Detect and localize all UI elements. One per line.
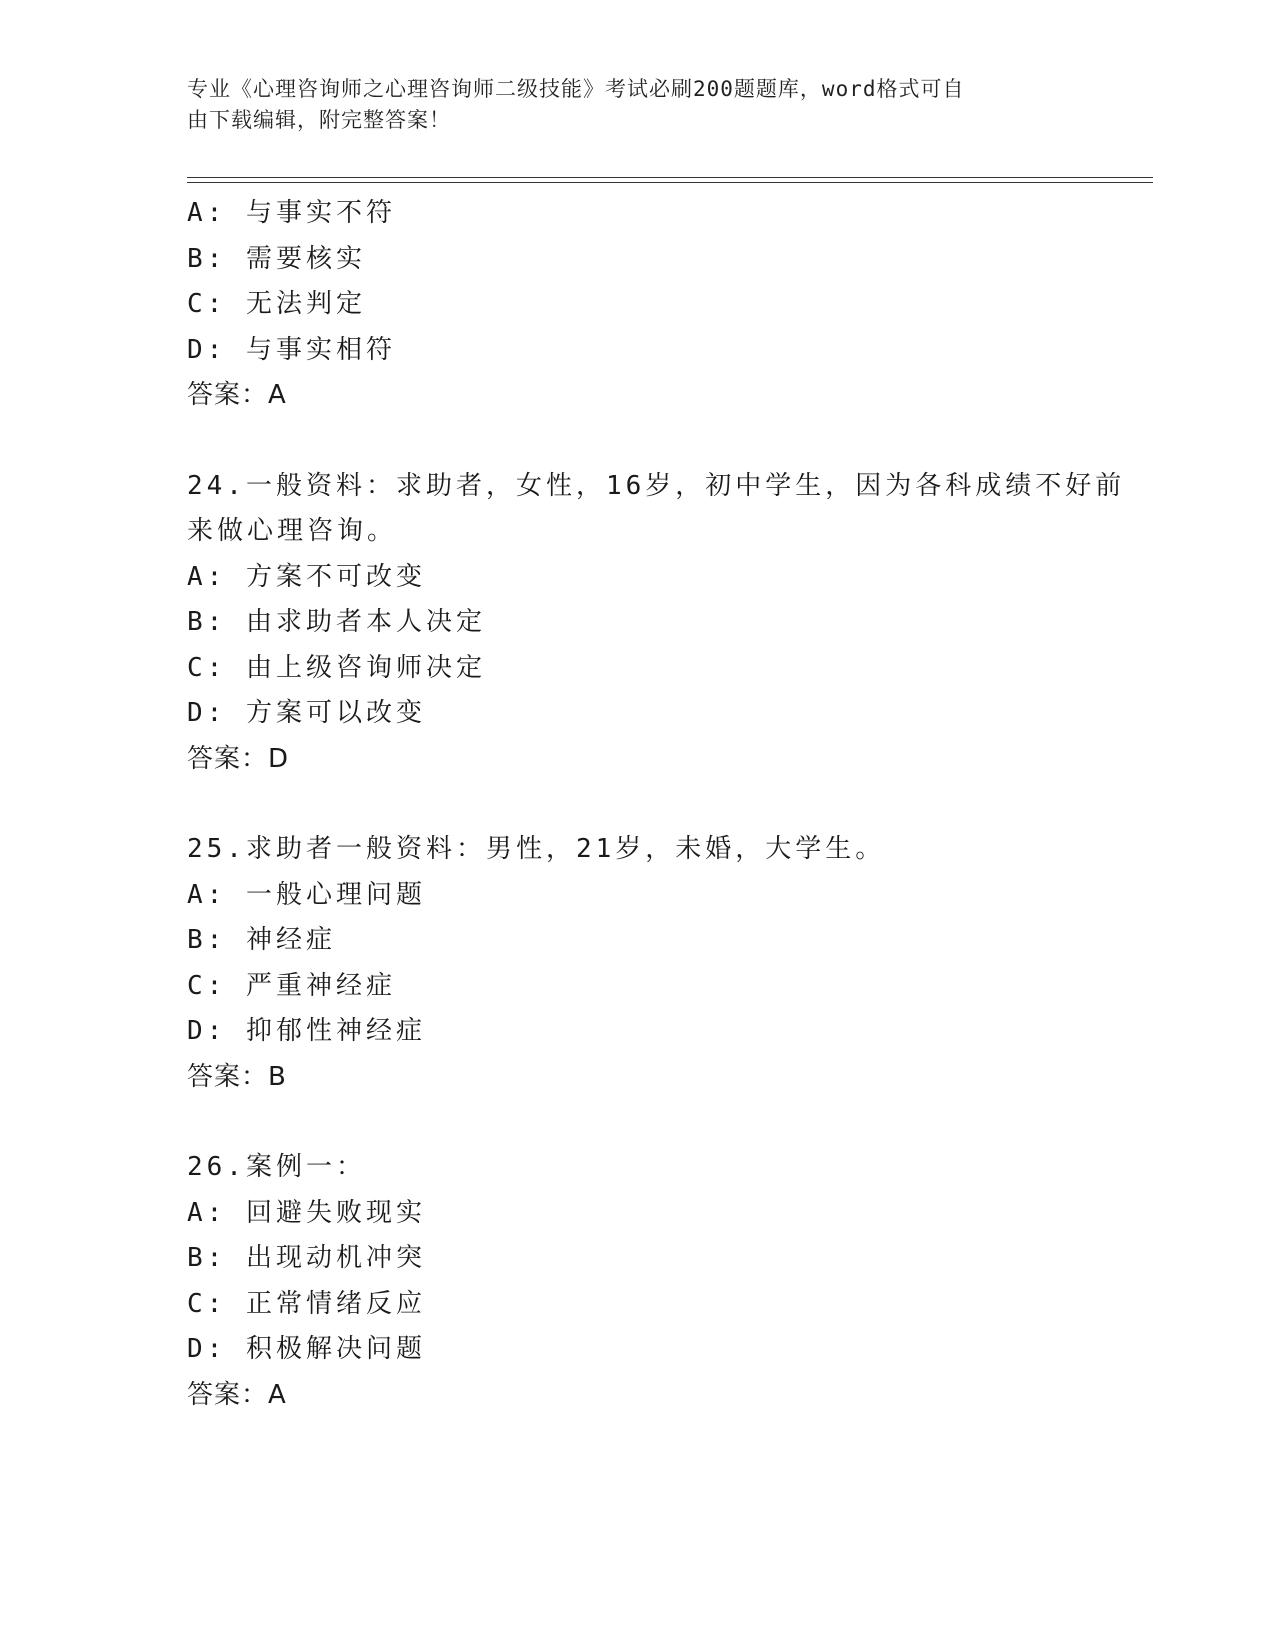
question-stem-line-2: 来做心理咨询。 xyxy=(187,516,398,546)
question-25 xyxy=(187,827,1153,1100)
question-stem-line-1: 26.案例一： xyxy=(187,1152,366,1182)
question-23-continued xyxy=(187,191,1153,419)
option-c: C: 由上级咨询师决定 xyxy=(187,652,486,683)
spacer xyxy=(187,782,1153,827)
option-a: A: 方案不可改变 xyxy=(187,561,426,592)
answer-line: 答案：A xyxy=(187,380,287,410)
option-d: D: 与事实相符 xyxy=(187,334,396,365)
option-a: A: 回避失败现实 xyxy=(187,1197,426,1228)
option-a: A: 与事实不符 xyxy=(187,198,396,228)
spacer xyxy=(187,1100,1153,1145)
option-b: B: 由求助者本人决定 xyxy=(187,607,486,637)
option-d: D: 抑郁性神经症 xyxy=(187,1016,426,1046)
option-b: B: 神经症 xyxy=(187,925,336,955)
question-26 xyxy=(187,1145,1153,1418)
option-a: A: 一般心理问题 xyxy=(187,879,426,910)
answer-line: 答案：A xyxy=(187,1379,287,1410)
option-d: D: 积极解决问题 xyxy=(187,1334,426,1364)
question-stem-line-1: 25.求助者一般资料：男性，21岁，未婚，大学生。 xyxy=(187,834,886,864)
document-header xyxy=(187,74,1067,136)
spacer xyxy=(187,419,1153,464)
answer-line: 答案：B xyxy=(187,1061,287,1092)
option-b: B: 出现动机冲突 xyxy=(187,1243,426,1273)
question-stem-line-1: 24.一般资料：求助者，女性，16岁，初中学生，因为各科成绩不好前 xyxy=(187,470,1126,501)
header-line-2: 由下载编辑，附完整答案！ xyxy=(187,108,451,132)
header-divider-bottom xyxy=(187,182,1153,183)
answer-line: 答案：D xyxy=(187,743,290,774)
question-list xyxy=(187,191,1153,1418)
question-24 xyxy=(187,464,1153,783)
option-c: C: 无法判定 xyxy=(187,289,366,319)
option-d: D: 方案可以改变 xyxy=(187,698,426,728)
header-line-1: 专业《心理咨询师之心理咨询师二级技能》考试必刷200题题库，word格式可自 xyxy=(187,77,965,101)
option-c: C: 正常情绪反应 xyxy=(187,1288,426,1319)
option-b: B: 需要核实 xyxy=(187,243,366,274)
option-c: C: 严重神经症 xyxy=(187,970,396,1001)
header-divider-top xyxy=(187,177,1153,178)
